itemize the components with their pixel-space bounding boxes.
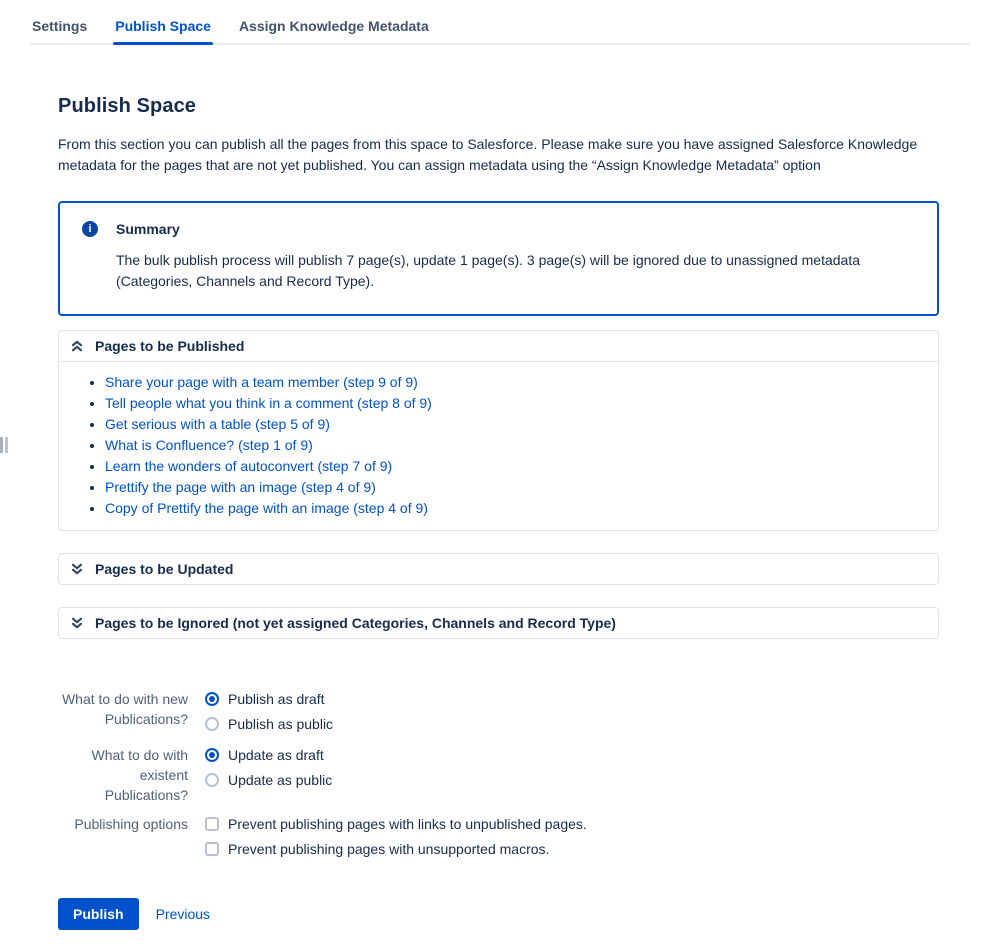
section-pages-to-be-updated-header[interactable] xyxy=(59,554,938,584)
footer-actions xyxy=(58,898,939,950)
list-item xyxy=(105,498,938,518)
section-pages-to-be-published-header[interactable] xyxy=(59,331,938,362)
checkbox-label: Prevent publishing pages with unsupported macros. xyxy=(228,840,550,857)
checkbox-label: Prevent publishing pages with links to unpublished pages. xyxy=(228,815,587,832)
radio-label: Publish as draft xyxy=(228,690,325,707)
radio-icon[interactable] xyxy=(205,717,219,731)
radio-icon[interactable] xyxy=(205,773,219,787)
publish-options-form xyxy=(58,686,939,861)
tab-bar xyxy=(30,0,970,45)
list-item xyxy=(105,435,938,455)
radio-label: Update as draft xyxy=(228,746,324,763)
radio-label: Publish as public xyxy=(228,715,334,732)
tab-settings[interactable]: Settings xyxy=(32,18,88,34)
section-pages-to-be-ignored xyxy=(58,607,939,639)
section-pages-to-be-published xyxy=(58,330,939,531)
summary-title: Summary xyxy=(116,221,180,237)
section-title: Pages to be Updated xyxy=(95,561,234,577)
summary-info-box xyxy=(58,201,939,316)
list-item xyxy=(105,477,938,497)
radio-update-as-public[interactable] xyxy=(205,767,939,792)
form-row-existent-publications xyxy=(58,742,939,805)
publish-button[interactable]: Publish xyxy=(58,898,139,930)
publishing-options-label: Publishing options xyxy=(74,816,188,832)
page-title: Publish Space xyxy=(58,95,197,117)
section-pages-to-be-ignored-header[interactable] xyxy=(59,608,938,638)
info-icon: i xyxy=(82,221,98,237)
double-chevron-down-icon xyxy=(69,615,85,631)
page-link[interactable]: Learn the wonders of autoconvert (step 7 of 9) xyxy=(105,458,393,474)
radio-update-as-draft[interactable] xyxy=(205,742,939,767)
radio-icon[interactable] xyxy=(205,692,219,706)
tab-assign-knowledge-metadata[interactable]: Assign Knowledge Metadata xyxy=(238,18,429,34)
checkbox-prevent-unpublished-links[interactable] xyxy=(205,811,939,836)
form-row-publishing-options xyxy=(58,811,939,861)
publish-space-panel xyxy=(58,95,939,950)
page-description: From this section you can publish all the pages from this space to Salesforce. Please make sure you have assigned Salesforce Knowledge metadata for the pages that are not yet published. You can assign metadata using the “Assign Knowledge Metadata” option xyxy=(58,136,918,173)
checkbox-prevent-unsupported-macros[interactable] xyxy=(205,836,939,861)
sidebar-resize-grip-icon[interactable] xyxy=(0,437,9,453)
double-chevron-down-icon xyxy=(69,561,85,577)
checkbox-icon[interactable] xyxy=(205,842,219,856)
new-publications-label: What to do with new Publications? xyxy=(61,691,188,727)
summary-body: The bulk publish process will publish 7 page(s), update 1 page(s). 3 page(s) will be ignored due to unassigned metadata (Categories, Channels and Record Type). xyxy=(116,252,861,289)
double-chevron-up-icon xyxy=(69,338,85,354)
page-link[interactable]: What is Confluence? (step 1 of 9) xyxy=(105,437,313,453)
list-item xyxy=(105,414,938,434)
list-item xyxy=(105,372,938,392)
checkbox-icon[interactable] xyxy=(205,817,219,831)
page-link[interactable]: Copy of Prettify the page with an image (step 4 of 9) xyxy=(105,500,428,516)
tab-publish-space[interactable]: Publish Space xyxy=(113,14,213,43)
page-link[interactable]: Get serious with a table (step 5 of 9) xyxy=(105,416,330,432)
section-pages-to-be-updated xyxy=(58,553,939,585)
section-title: Pages to be Published xyxy=(95,338,245,354)
page-link[interactable]: Prettify the page with an image (step 4 of 9) xyxy=(105,479,376,495)
page-link[interactable]: Tell people what you think in a comment (step 8 of 9) xyxy=(105,395,432,411)
radio-publish-as-public[interactable] xyxy=(205,711,939,736)
radio-icon[interactable] xyxy=(205,748,219,762)
list-item xyxy=(105,393,938,413)
radio-label: Update as public xyxy=(228,771,333,788)
existent-publications-label: What to do with existent Publications? xyxy=(91,747,188,803)
form-row-new-publications xyxy=(58,686,939,736)
radio-publish-as-draft[interactable] xyxy=(205,686,939,711)
published-pages-list xyxy=(59,362,938,530)
page-link[interactable]: Share your page with a team member (step 9 of 9) xyxy=(105,374,418,390)
section-title: Pages to be Ignored (not yet assigned Categories, Channels and Record Type) xyxy=(95,615,616,631)
list-item xyxy=(105,456,938,476)
previous-link[interactable]: Previous xyxy=(155,906,211,922)
